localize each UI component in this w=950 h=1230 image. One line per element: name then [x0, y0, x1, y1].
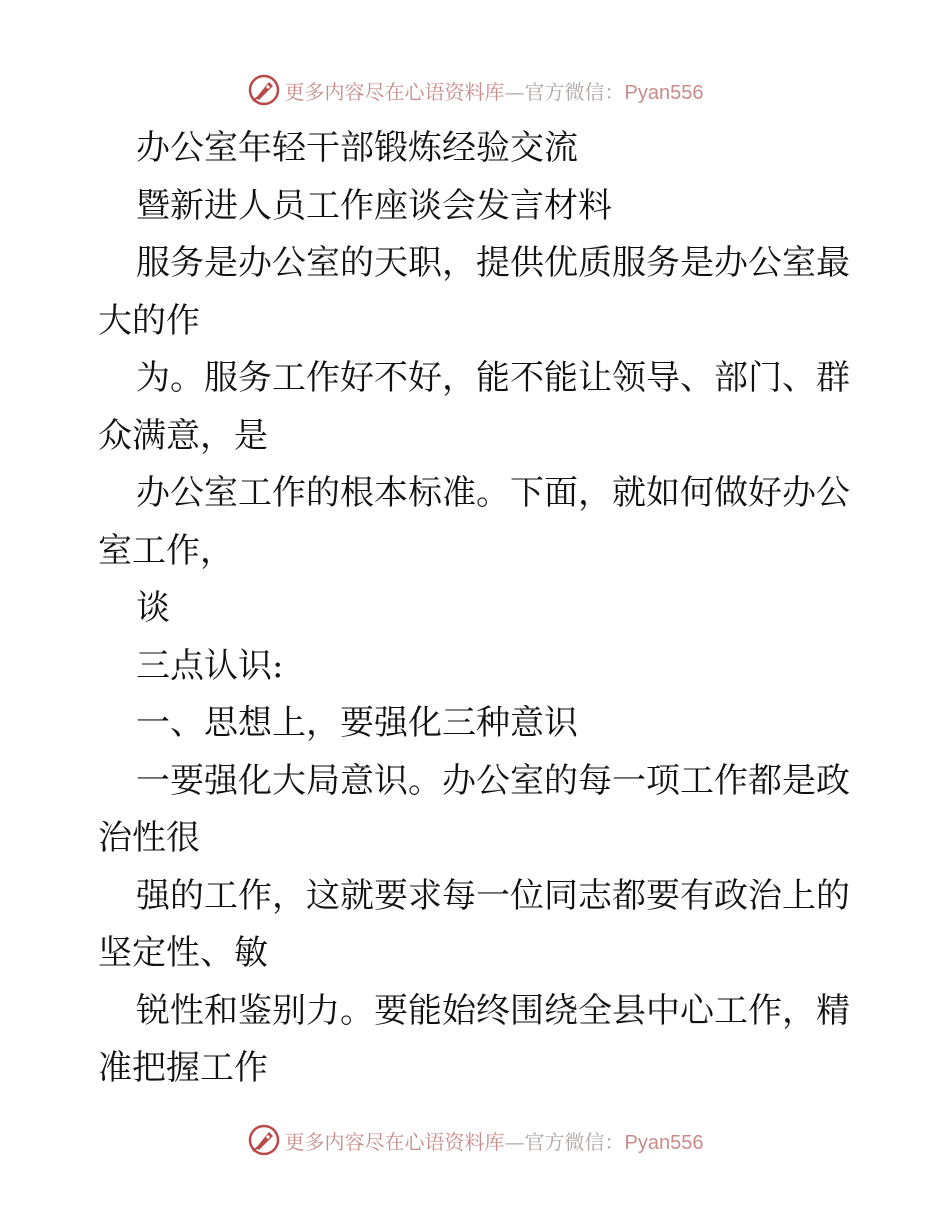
- header-wechat-label: 官方微信：: [524, 79, 625, 104]
- paragraph-line: 众满意，是: [98, 415, 268, 456]
- footer-banner-text: [285, 1126, 704, 1155]
- header-banner: [0, 70, 950, 110]
- paragraph-line: 一要强化大局意识。办公室的每一项工作都是政: [136, 760, 850, 801]
- paragraph-line: 坚定性、敏: [98, 933, 268, 973]
- paragraph-line: 室工作，: [98, 530, 234, 571]
- footer-banner: [0, 1120, 950, 1160]
- header-banner-text: [285, 76, 704, 105]
- paragraph-line: 办公室工作的根本标准。下面，就如何做好办公: [136, 473, 850, 513]
- paragraph-line: 治性很: [98, 818, 200, 858]
- pen-nib-logo-icon: [247, 1123, 281, 1157]
- paragraph-line: 为。服务工作好不好，能不能让领导、部门、群: [136, 358, 850, 398]
- document-subtitle: 暨新进人员工作座谈会发言材料: [136, 185, 612, 226]
- document-body: [98, 120, 858, 1098]
- footer-wechat-label: 官方微信：: [524, 1129, 625, 1154]
- paragraph-line: 锐性和鉴别力。要能始终围绕全县中心工作，精: [136, 990, 850, 1031]
- footer-wechat-id: Pyan556: [624, 1131, 704, 1154]
- section-heading: 一、思想上，要强化三种意识: [136, 703, 578, 743]
- header-brand-text: 更多内容尽在心语资料库: [284, 79, 505, 104]
- pen-nib-logo-icon: [247, 73, 281, 107]
- header-dash: —: [504, 79, 525, 104]
- paragraph-line: 谈: [136, 588, 170, 628]
- paragraph-line: 三点认识:: [136, 645, 284, 686]
- paragraph-line: 准把握工作: [98, 1048, 268, 1088]
- paragraph-line: 大的作: [98, 300, 200, 341]
- footer-brand-text: 更多内容尽在心语资料库: [284, 1129, 505, 1154]
- paragraph-line: 服务是办公室的天职，提供优质服务是办公室最: [136, 243, 850, 283]
- paragraph-line: 强的工作，这就要求每一位同志都要有政治上的: [136, 875, 850, 916]
- header-wechat-id: Pyan556: [624, 81, 704, 104]
- footer-dash: —: [504, 1129, 525, 1154]
- document-title: 办公室年轻干部锻炼经验交流: [136, 128, 578, 168]
